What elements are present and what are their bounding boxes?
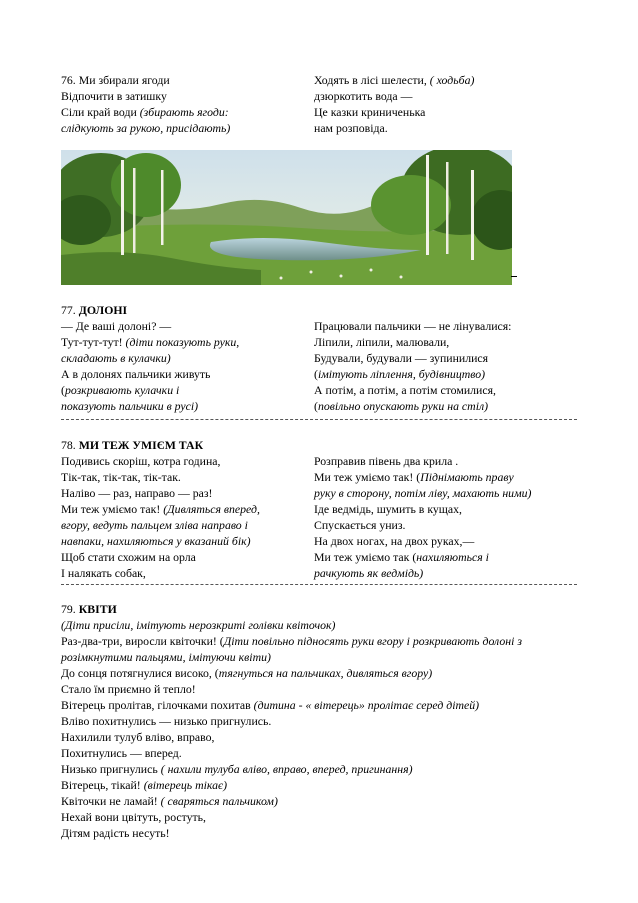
s77-right-line: Працювали пальчики — не лінувалися: (314, 319, 512, 333)
s78-left-line: Подивись скоріш, котра година, (61, 454, 221, 468)
s76-right-line: нам розповіда. (314, 121, 388, 135)
s78-title: 78. МИ ТЕЖ УМІЄМ ТАК (61, 438, 204, 452)
s76-right-line: Ходять в лісі шелести, ( ходьба) (314, 73, 475, 87)
s79-line: розімкнутими пальцями, імітуючи квіти) (61, 650, 271, 664)
s78-left-line: Наліво — раз, направо — раз! (61, 486, 213, 500)
s77-left-line: складають в кулачки) (61, 351, 171, 365)
s79-line: Нахилили тулуб вліво, вправо, (61, 730, 215, 744)
s78-right-line: На двох ногах, на двох руках,— (314, 534, 475, 548)
s79-line: До сонця потягнулися високо, (тягнуться на пальчиках, дивляться вгору) (61, 666, 433, 680)
s79-line: Вітерець пролітав, гілочками похитав (дитина - « вітерець» пролітає серед дітей) (61, 698, 480, 712)
s78-right-line: руку в сторону, потім ліву, махають ними) (314, 486, 532, 500)
s78-left-line: Ми теж уміємо так! (Дивляться вперед, (61, 502, 260, 516)
s77-right-line: Ліпили, ліпили, малювали, (314, 335, 450, 349)
s79-line: Раз-два-три, виросли квіточки! (Діти повільно підносять руки вгору і розкривають долоні з (61, 634, 522, 648)
s76-right-line: Це казки криниченька (314, 105, 426, 119)
s78-right-line: рачкують як ведмідь) (314, 566, 424, 580)
s77-left-line: Тут-тут-тут! (діти показують руки, (61, 335, 240, 349)
s79-line: Стало їм приємно й тепло! (61, 682, 196, 696)
s76-left-line: Відпочити в затишку (61, 89, 167, 103)
s78-right-line: Спускається униз. (314, 518, 406, 532)
s78-right-line: Іде ведмідь, шумить в кущах, (314, 502, 462, 516)
s78-right-line: Ми теж уміємо так! (Піднімають праву (314, 470, 514, 484)
s79-line: Дітям радість несуть! (61, 826, 170, 840)
s77-left-line: А в долонях пальчики живуть (61, 367, 211, 381)
landscape-painting (61, 150, 512, 285)
s79-line: Нехай вони цвітуть, ростуть, (61, 810, 207, 824)
s78-left-line: навпаки, нахиляються у вказаний бік) (61, 534, 251, 548)
s78-left-line: Щоб стати схожим на орла (61, 550, 196, 564)
s78-right-line: Ми теж уміємо так (нахиляються і (314, 550, 489, 564)
s78-left-line: Тік-так, тік-так, тік-так. (61, 470, 181, 484)
s79-line: Низько пригнулись ( нахили тулуба вліво, вправо, вперед, пригинання) (61, 762, 413, 776)
s79-line: Похитнулись — вперед. (61, 746, 182, 760)
s77-right-line: (імітують ліплення, будівництво) (314, 367, 486, 381)
s78-left-line: І налякать собак, (61, 566, 146, 580)
s76-left-line: 76. Ми збирали ягоди (61, 73, 170, 87)
s77-right-line: А потім, а потім, а потім стомилися, (314, 383, 496, 397)
s77-left-line: — Де ваші долоні? — (61, 319, 172, 333)
section-divider (61, 419, 577, 420)
s78-left-line: вгору, ведуть пальцем зліва направо і (61, 518, 248, 532)
s76-left-line: слідкують за рукою, присідають) (61, 121, 231, 135)
s77-left-line: (розкривають кулачки і (61, 383, 180, 397)
section-divider (61, 584, 577, 585)
s79-line: (Діти присіли, імітують нерозкриті голівки квіточок) (61, 618, 336, 632)
stray-mark (511, 276, 517, 277)
s78-right-line: Розправив півень два крила . (314, 454, 459, 468)
s79-line: Вітерець, тікай! (вітерець тікає) (61, 778, 228, 792)
s79-title: 79. КВІТИ (61, 602, 117, 616)
s77-title: 77. ДОЛОНІ (61, 303, 128, 317)
s76-right-line: дзюркотить вода — (314, 89, 413, 103)
s76-left-line: Сіли край води (збирають ягоди: (61, 105, 229, 119)
s77-right-line: Будували, будували — зупинилися (314, 351, 489, 365)
s77-left-line: показують пальчики в русі) (61, 399, 199, 413)
s77-right-line: (повільно опускають руки на стіл) (314, 399, 489, 413)
s79-line: Вліво похитнулись — низько пригнулись. (61, 714, 272, 728)
s79-line: Квіточки не ламай! ( сваряться пальчиком) (61, 794, 278, 808)
